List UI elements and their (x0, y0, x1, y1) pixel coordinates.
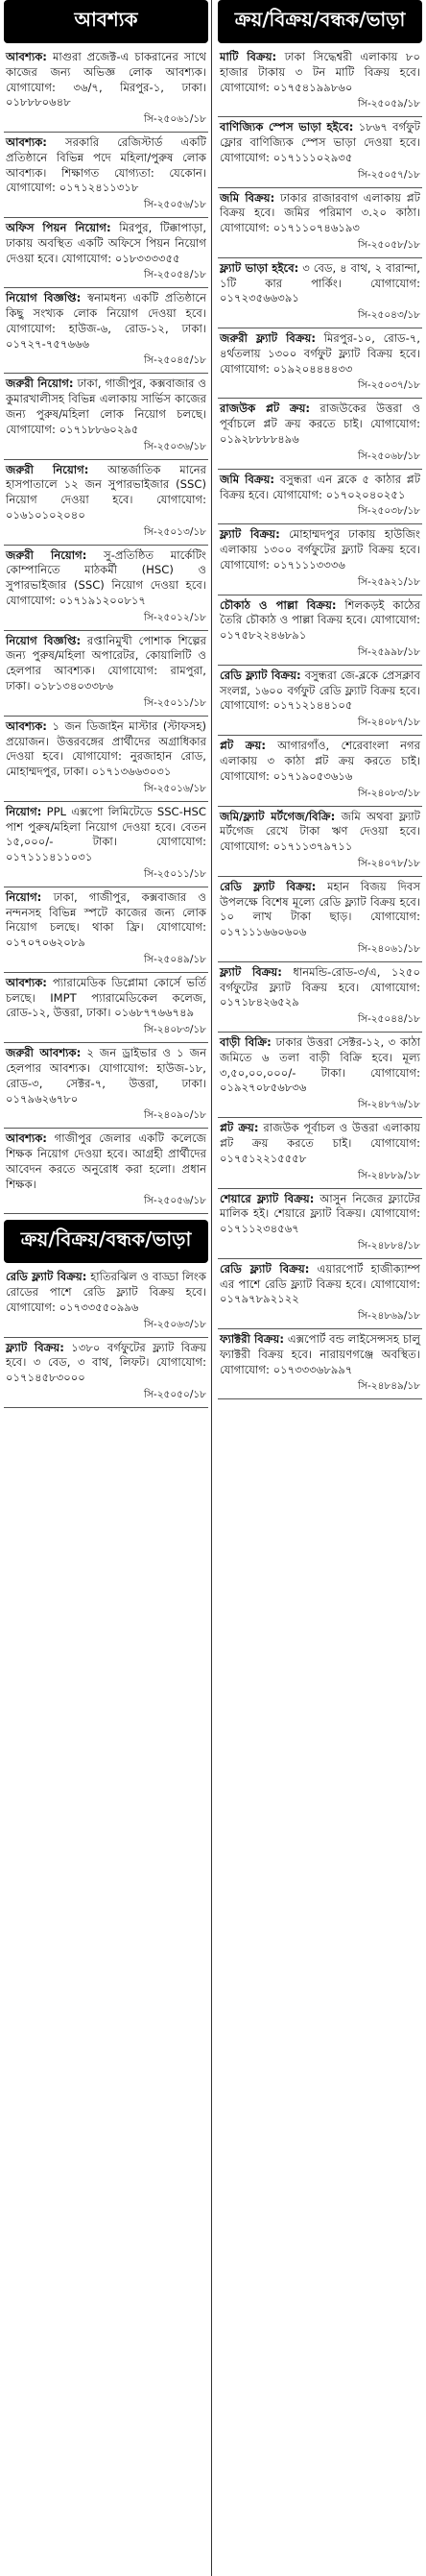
ad-text: মিরপুর-১০, রোড-৭, ৪র্থতলায় ১৩০০ বর্গফুট ফ্ল্যাট বিক্রয় হবে। যোগাযোগ: ০১৯২০৪৪৪৪৩৩ (220, 331, 420, 376)
ads-list-wanted (4, 47, 208, 1214)
ad-title: রেডি ফ্ল্যাট বিক্রয়: (220, 1261, 310, 1276)
ad-code: সি-২৪০৮৩/১৮ (357, 787, 420, 799)
ads-list-buy-sell-left (4, 1267, 208, 1408)
ad-code: সি-২৫০১১/১৮ (144, 867, 206, 880)
ad-code: সি-২৫০৩৮/১৮ (357, 505, 420, 518)
ad-text: বসুন্ধরা জে-ব্লকে প্রেসক্লাব সংলগ্ন, ১৬০০ বর্গফুট রেডি ফ্ল্যাট বিক্রয় হবে। যোগাযোগ: ০১৭১২১৪৪১০৫ (220, 668, 420, 713)
ad-body (220, 1192, 420, 1237)
ad-body (220, 880, 420, 940)
ad-body (6, 634, 206, 694)
ad-text: এক্সপোর্ট বন্ড লাইসেন্সসহ চালু ফ্যাক্টরী বিক্রয় হবে। নারায়ণগঞ্জে অবস্থিত। যোগাযোগ: ০১৭৩৩৩৬৮৯৯৭ (220, 1332, 420, 1376)
ad-title: রাজউক প্লট ক্রয়: (220, 401, 311, 416)
ad-body (220, 50, 420, 95)
ad-code: সি-২৫০৬৮/১৮ (357, 450, 420, 462)
ad-code: সি-২৫০৪৫/১৮ (144, 354, 206, 367)
ad-text: বসুন্ধরা এন ব্লকে ৫ কাঠার প্লট বিক্রয় হবে। যোগাযোগ: ০১৭০২০৪০২৫১ (220, 472, 421, 501)
ad-title: ফ্ল্যাট ভাড়া হইবে: (220, 260, 299, 275)
ad-title: প্লট ক্রয়: (220, 739, 266, 753)
ad-body (6, 1131, 206, 1192)
classified-ad (4, 887, 208, 973)
classified-ad (4, 1267, 208, 1337)
ad-title: চৌকাঠ ও পাল্লা বিক্রয়: (220, 597, 337, 612)
ad-code: সি-২৫০৩৭/১৮ (357, 379, 420, 392)
ad-title: জরুরী নিয়োগ: (6, 462, 89, 476)
category-header-buy-sell-left: ক্রয়/বিক্রয়/বন্ধক/ভাড়া (4, 1220, 208, 1263)
ad-body (220, 1332, 420, 1377)
ad-code: সি-২৫০১৬/১৮ (143, 782, 206, 794)
ad-body (6, 377, 206, 437)
ad-text: সু-প্রতিষ্ঠিত মার্কেটিং কোম্পানিতে মাঠকর্মী (HSC) ও সুপারভাইজার (SSC) নিয়োগ দেওয়া হবে। যোগাযোগ: ০১৭১৯১২০০৮১৭ (6, 547, 206, 607)
ad-title: নিয়োগ: (6, 804, 42, 818)
ad-body (220, 1262, 420, 1307)
ad-text: ঢাকা, গাজীপুর, কক্সবাজার ও নন্দনসহ বিভিন্ন স্পটে কাজের জন্য লোক নিয়োগ চলছে। থাকা ফ্রি। যোগাযোগ: ০১৭০৭০৬২০৮৯ (6, 889, 206, 950)
ad-body (220, 331, 420, 377)
ad-title: মাটি বিক্রয়: (220, 50, 277, 63)
ad-title: প্লট ক্রয়: (220, 1121, 259, 1135)
ad-code: সি-২৪৮৪৯/১৮ (358, 1380, 420, 1393)
ad-text: ১৩৮০ বর্গফুটের ফ্ল্যাট বিক্রয় হবে। ৩ বেড, ৩ বাথ, লিফট। যোগাযোগ: ০১৭১৪৫৮৩০০০ (6, 1340, 207, 1385)
ad-code: সি-২৪০৬১/১৮ (357, 942, 420, 955)
ad-title: ফ্ল্যাট বিক্রয়: (6, 1340, 64, 1354)
ad-text: হাতিরঝিল ও বাড্ডা লিংক রোডের পাশে রেডি ফ্ল্যাট বিক্রয় হবে। যোগাযোগ: ০১৭৩৩৫৫০৯৯৬ (6, 1270, 206, 1314)
ad-title: ফ্ল্যাট বিক্রয়: (220, 964, 282, 979)
ad-text: ১৮৬৭ বর্গফুট ফ্লোর বাণিজ্যিক স্পেস ভাড়া দেওয়া হবে। যোগাযোগ: ০১৭১১১০২৯৩৫ (220, 120, 420, 164)
ad-code: সি-২৪৮৮৪/১৮ (358, 1239, 420, 1252)
ad-title: জরুরী নিয়োগ: (6, 547, 87, 562)
ad-title: রেডি ফ্ল্যাট বিক্রয়: (220, 668, 301, 682)
classified-ad (218, 1329, 422, 1399)
classified-ad (218, 666, 422, 736)
ad-body (6, 1046, 206, 1106)
ad-title: নিয়োগ বিজ্ঞপ্তি: (6, 633, 82, 647)
ad-body (6, 805, 206, 865)
ad-text: শিলকড়ই কাঠের তৈরি চৌকাঠ ও পাল্লা বিক্রয় হবে। যোগাযোগ: ০১৭৫৮২২৪৬৮৯১ (220, 597, 421, 643)
ad-body (220, 1121, 420, 1166)
classified-ad (4, 460, 208, 546)
ad-body (220, 401, 420, 447)
ad-title: বাড়ী বিক্রি: (220, 1035, 272, 1050)
ad-text: ২ জন ড্রাইভার ও ১ জন হেলপার আবশ্যক। যোগাযোগ: হাউজ-১৮, রোড-৩, সেক্টর-৭, উত্তরা, ঢাকা। ০১৭৯৬২৬৭৮০ (6, 1046, 206, 1106)
ad-title: জমি/ফ্ল্যাট মর্টগেজ/বিক্রি: (220, 809, 336, 823)
ad-code: সি-২৪০৭৮/১৮ (357, 857, 420, 869)
ad-body (220, 810, 420, 855)
ad-title: আবশ্যক: (6, 50, 47, 63)
classified-ad (218, 1118, 422, 1188)
ad-text: আন্তর্জাতিক মানের হাসপাতালে ১২ জন সুপারভাইজার (SSC) নিয়োগ দেওয়া হবে। যোগাযোগ: ০১৬১০১০২০৪০ (6, 462, 206, 522)
ad-text: ঢাকার রাজারবাগ এলাকায় প্লট বিক্রয় হবে। জমির পরিমাণ ৩.২০ কাঠা। যোগাযোগ: ০১৭১১০৭৪৬১৯৩ (220, 190, 420, 235)
ad-code: সি-২৪৮৭৬/১৮ (357, 1099, 420, 1111)
ad-title: শেয়ারে ফ্ল্যাট বিক্রয়: (220, 1191, 315, 1205)
ad-title: অফিস পিয়ন নিয়োগ: (6, 221, 111, 235)
classified-ad (218, 258, 422, 328)
ad-text: রাজউক পূর্বাচল ও উত্তরা এলাকায় প্লট ক্রয় করতে চাই। যোগাযোগ: ০১৭৫১২২১৫৫৫৮ (220, 1121, 421, 1165)
ad-title: রেডি ফ্ল্যাট বিক্রয়: (220, 879, 317, 893)
classified-ad (218, 1033, 422, 1118)
ad-code: সি-২৫০৩৬/১৮ (143, 440, 206, 452)
ad-text: জমি অথবা ফ্ল্যাট মর্টগেজ রেখে টাকা ঋণ দেওয়া হবে। যোগাযোগ: ০১৭১১৩৭৯৭১১ (220, 809, 420, 854)
ad-code: সি-২৫০৫৬/১৮ (143, 1195, 206, 1207)
classified-ad (4, 1338, 208, 1408)
ad-body (6, 291, 206, 352)
ad-text: PPL এক্সপো লিমিটেডে SSC-HSC পাশ পুরুষ/মহিলা নিয়োগ দেওয়া হবে। বেতন ১৫,০০০/- টাকা। যোগাযোগ: ০১৭১১১৪১১০৩১ (6, 804, 207, 864)
classified-ad (4, 717, 208, 802)
ad-code: সি-২৫০৪৩/১৮ (357, 309, 420, 322)
ad-body (6, 221, 206, 266)
ads-list-buy-sell-right (218, 47, 422, 1399)
ad-title: আবশ্যক: (6, 135, 47, 150)
ad-text: ঢাকার উত্তরা সেক্টর-১২, ৩ কাঠা জমিতে ৬ তলা বাড়ী বিক্রি হবে। মূল্য ৩,৫০,০০,০০০/- টাকা। যোগাযোগ: ০১৯২৭০৮৫৬৮৩৬ (220, 1035, 420, 1095)
ad-text: মিরপুর, টিক্কাপাড়া, ঢাকায় অবস্থিত একটি অফিসে পিয়ন নিয়োগ দেওয়া হবে। যোগাযোগ: ০১৮৩৩৩৩৫৫ (6, 221, 207, 265)
ad-title: জমি বিক্রয়: (220, 472, 275, 486)
ad-code: সি-২৪০৯০/১৮ (143, 1109, 206, 1122)
ad-text: সরকারি রেজিস্টার্ড একটি প্রতিষ্ঠানে বিভিন্ন পদে মহিলা/পুরুষ লোক আবশ্যক। শিক্ষাগত যোগ্যতা: যেকোন। যোগাযোগ: ০১৭১২৪১১৩১৮ (6, 135, 206, 195)
ad-title: আবশ্যক: (6, 718, 47, 733)
ad-title: জমি বিক্রয়: (220, 190, 275, 205)
ad-text: এয়ারপোর্ট হাজীক্যাম্প এর পাশে রেডি ফ্ল্যাট বিক্রয় হবে। যোগাযোগ: ০১৭৯৭৮৯২১২২ (220, 1261, 420, 1306)
ad-body (6, 463, 206, 523)
right-column (218, 0, 422, 2576)
ad-code: সি-২৫৯৯৮/১৮ (358, 645, 420, 658)
classified-ad (218, 1259, 422, 1329)
ad-code: সি-২৪৮৬৯/১৮ (358, 1310, 420, 1323)
ad-body (6, 50, 206, 110)
classified-ad (4, 47, 208, 133)
ad-code: সি-২৫০৪৯/১৮ (144, 953, 206, 965)
ad-text: ৩ বেড, ৪ বাথ, ২ বারান্দা, ১টি কার পার্কিং। যোগাযোগ: ০১৭২৩৫৬৬৩৯১ (220, 260, 420, 305)
classified-ad (218, 962, 422, 1033)
ad-body (6, 1341, 206, 1386)
classified-ad (4, 218, 208, 288)
ad-body (220, 1035, 420, 1096)
ad-code: সি-২৫০৫৯/১৮ (358, 98, 420, 110)
ad-body (220, 191, 420, 236)
column-divider (211, 0, 212, 2576)
ad-code: সি-২৫০৫৭/১৮ (357, 168, 420, 181)
classified-ad (218, 117, 422, 187)
ad-code: সি-২৫০১১/১৮ (144, 696, 206, 709)
classified-ad (218, 736, 422, 806)
ad-title: জরুরী ফ্ল্যাট বিক্রয়: (220, 331, 317, 346)
ad-code: সি-২৫০৬১/১৮ (143, 113, 206, 126)
ad-code: সি-২৫০৫৬/১৮ (143, 199, 206, 211)
ad-code: সি-২৪০৮৭/১৮ (357, 717, 420, 729)
ad-code: সি-২৫০১২/১৮ (143, 611, 206, 623)
ad-code: সি-২৫৯২১/১৮ (358, 575, 420, 588)
classified-ad (4, 374, 208, 459)
classified-ad (218, 1189, 422, 1259)
ad-text: মহান বিজয় দিবস উপলক্ষে বিশেষ মূল্যে রেডি ফ্ল্যাট বিক্রয় হবে। ১০ লাখ টাকা ছাড়। যোগাযোগ: ০১৭১১১৬৬০৬০৬ (220, 879, 420, 939)
ad-code: সি-২৪০৮৩/১৮ (143, 1024, 206, 1036)
classified-ad (218, 188, 422, 258)
ad-code: সি-২৫০৫০/১৮ (143, 1388, 206, 1400)
ad-code: সি-২৫০৬৩/১৮ (143, 1318, 206, 1330)
classified-ad (218, 595, 422, 666)
classified-ad (4, 802, 208, 887)
ad-title: রেডি ফ্ল্যাট বিক্রয়: (6, 1270, 87, 1284)
classified-ad (4, 288, 208, 374)
ad-code: সি-২৫০৫৪/১৮ (144, 269, 206, 281)
ad-code: সি-২৪৮৮৯/১৮ (358, 1169, 420, 1181)
ad-text: ১ জন ডিজাইন মাস্টার (স্টাফসহ) প্রয়োজন। উত্তরবঙ্গের প্রার্থীদের অগ্রাধিকার দেওয়া হবে। যোগাযোগ: নুরজাহান রোড, মোহাম্মদপুর, ঢাকা। ০১৭১৩৬৬৩০৩১ (6, 718, 206, 779)
ad-title: নিয়োগ: (6, 889, 42, 904)
ad-title: জরুরী নিয়োগ: (6, 377, 74, 391)
category-header-wanted: আবশ্যক (4, 0, 208, 43)
classified-ad (4, 133, 208, 218)
ad-code: সি-২৫০১৩/১৮ (143, 525, 206, 538)
classified-ad (218, 877, 422, 962)
ad-title: বাণিজ্যিক স্পেস ভাড়া হইবে: (220, 120, 354, 134)
ad-text: গাজীপুর জেলার একটি কলেজে শিক্ষক নিয়োগ দেওয়া হবে। আগ্রহী প্রার্থীদের আবেদন করতে অনুরোধ করা হলো। প্রধান শিক্ষক। (6, 1131, 206, 1191)
ad-text: রাজউকের উত্তরা ও পূর্বাচলে প্লট ক্রয় করতে চাই। যোগাযোগ: ০১৯২৮৮৮৮৪৯৬ (220, 401, 421, 447)
classified-ad (218, 470, 422, 525)
ad-body (220, 473, 420, 503)
ad-title: জরুরী আবশ্যক: (6, 1046, 82, 1060)
ad-text: মাগুরা প্রজেক্ট-এ চাকরানের সাথে কাজের জন্য অভিজ্ঞ লোক আবশ্যক। যোগাযোগ: ৩৬/৭, মিরপুর-১, ঢাকা। ০১৮৮৮০৬৪৮ (6, 50, 206, 109)
ad-title: নিয়োগ বিজ্ঞপ্তি: (6, 291, 82, 305)
ad-body (220, 965, 420, 1010)
classified-ad (218, 47, 422, 117)
ad-body (220, 261, 420, 306)
ad-body (6, 976, 206, 1021)
ad-title: ফ্ল্যাট বিক্রয়: (220, 527, 280, 542)
ad-body (6, 135, 206, 196)
classified-ad (4, 546, 208, 631)
ad-code: সি-২৫০৫৮/১৮ (358, 238, 420, 251)
ad-text: আগারগাঁও, শেরেবাংলা নগর এলাকায় ৩ কাঠা প্লট ক্রয় করতে চাই। যোগাযোগ: ০১৭১৯০৫৩৬১৬ (220, 739, 420, 783)
ad-text: প্যারামেডিক ডিপ্লোমা কোর্সে ভর্তি চলছে। IMPT প্যারামেডিকেল কলেজ, রোড-১২, উত্তরা, ঢাকা। ০১৬৮৭৭৬৬৭৪৯ (6, 975, 206, 1020)
ad-title: আবশ্যক: (6, 975, 47, 989)
ad-text: রপ্তানিমুখী পোশাক শিল্পের জন্য পুরুষ/মহিলা অপারেটর, কোয়ালিটি ও হেলপার আবশ্যক। যোগাযোগ: রামপুরা, ঢাকা। ০১৮১৩৪০৩৩৮৬ (6, 633, 206, 693)
classified-ad (4, 973, 208, 1043)
ad-title: আবশ্যক: (6, 1131, 47, 1146)
ad-text: ঢাকা, গাজীপুর, কক্সবাজার ও কুমারখালীসহ বিভিন্ন এলাকায় সার্ভিস কাজের জন্য পুরুষ/মহিলা লোক নিয়োগ চলছে। যোগাযোগ: ০১৭১৮৮৬০২৯৫ (6, 377, 206, 436)
ad-body (6, 1270, 206, 1315)
ad-text: মোহাম্মদপুর ঢাকায় হাউজিং এলাকায় ১৩০০ বর্গফুটের ফ্ল্যাট বিক্রয় হবে। যোগাযোগ: ০১৭১১১৩৩৩৬ (220, 527, 420, 571)
ad-body (6, 719, 206, 780)
ad-title: ফ্যাক্টরী বিক্রয়: (220, 1332, 284, 1347)
category-header-buy-sell-right: ক্রয়/বিক্রয়/বন্ধক/ভাড়া (218, 0, 422, 43)
ad-body (220, 598, 420, 644)
left-column (4, 0, 208, 2576)
ad-body (220, 668, 420, 714)
classified-ad (4, 631, 208, 717)
classified-ad (4, 1043, 208, 1129)
classified-ad (218, 328, 422, 399)
ad-body (220, 527, 420, 572)
classified-ad (218, 399, 422, 469)
ad-body (220, 120, 420, 165)
ad-text: ঢাকা সিদ্ধেশ্বরী এলাকায় ৮০ হাজার টাকায় ৩ টন মাটি বিক্রয় হবে। যোগাযোগ: ০১৭৫৪১৯৯৮৬০ (220, 50, 420, 94)
classified-ad (218, 807, 422, 877)
ad-body (6, 548, 206, 609)
ad-code: সি-২৫০৪৪/১৮ (358, 1013, 420, 1026)
classified-ad (218, 524, 422, 595)
ad-body (6, 890, 206, 951)
ad-text: ধানমন্ডি-রোড-৩/এ, ১২৫০ বর্গফুটের ফ্ল্যাট বিক্রয় হবে। যোগাযোগ: ০১৭১৮৪২৬৫২৯ (220, 964, 420, 1009)
ad-text: স্বনামধন্য একটি প্রতিষ্ঠানে কিছু সংখ্যক লোক নিয়োগ দেওয়া হবে। যোগাযোগ: হাউজ-৬, রোড-১২, ঢাকা। ০১৭২৭-৭৫৭৬৬৬ (6, 291, 207, 351)
classified-ad (4, 1129, 208, 1214)
ad-body (220, 739, 420, 784)
ad-text: আসুন নিজের ফ্ল্যাটের মালিক হই। শেয়ারে ফ্ল্যাট বিক্রয়। যোগাযোগ: ০১৭১১২৩৪৫৬৭ (220, 1191, 420, 1236)
